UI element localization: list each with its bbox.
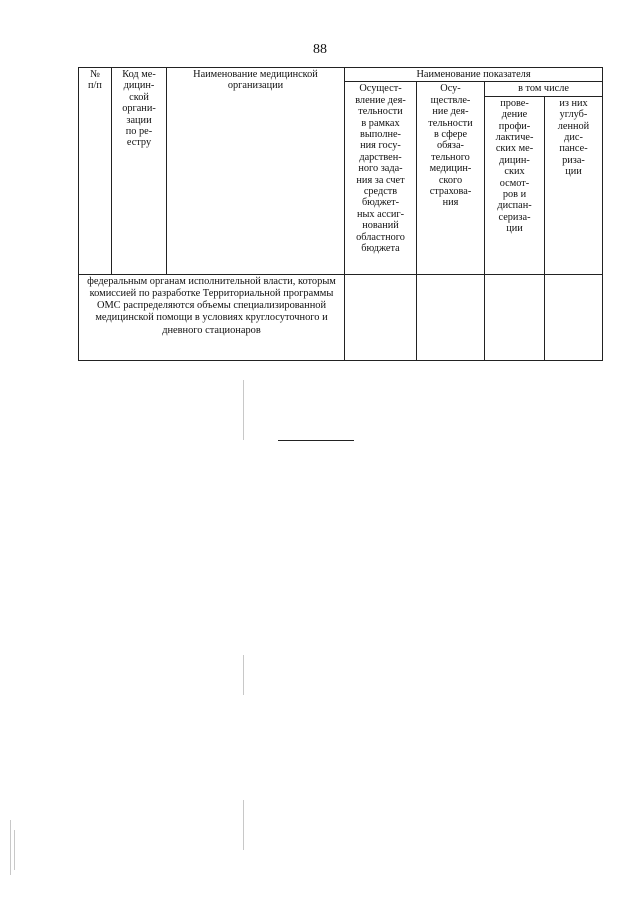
indicators-table — [78, 67, 603, 361]
empty-cell — [545, 274, 603, 360]
empty-cell — [345, 274, 417, 360]
empty-cell — [485, 274, 545, 360]
page-number: 88 — [313, 42, 327, 57]
table-row — [79, 274, 603, 360]
end-divider — [278, 440, 354, 441]
header-preventive-exams: прове- дение профи- лактиче- ских ме- дицин- ских осмот- ров и диспан- сериза- ции — [485, 96, 545, 274]
header-in-depth-dispensary: из них углуб- ленной дис- пансе- риза- ции — [545, 96, 603, 274]
header-org-code: Код ме- дицин- ской органи- зации по ре- естру — [112, 68, 167, 275]
scan-artifact — [14, 830, 15, 870]
empty-cell — [417, 274, 485, 360]
header-including: в том числе — [485, 82, 603, 96]
header-row-number: № п/п — [79, 68, 112, 275]
continuation-text: федеральным органам исполнительной власти, которым комиссией по разработке Территориальной программы ОМС распределяются объемы специализированной медицинской помощи в условиях круглосуточного и дневного стационаров — [79, 274, 345, 360]
scan-artifact — [243, 380, 244, 440]
header-oms-activity: Осу- ществле- ние дея- тельности в сфере обяза- тельного медицин- ского страхова- ния — [417, 82, 485, 274]
header-state-task-activity: Осущест- вление дея- тельности в рамках выполне- ния госу- дарствен- ного зада- ния за счет средств бюджет- ных ассиг- нований областного бюджета — [345, 82, 417, 274]
header-indicator-name: Наименование показателя — [345, 68, 603, 82]
scan-artifact — [10, 820, 11, 875]
scan-artifact — [243, 800, 244, 850]
scan-artifact — [243, 655, 244, 695]
header-org-name: Наименование медицинской организации — [167, 68, 345, 275]
